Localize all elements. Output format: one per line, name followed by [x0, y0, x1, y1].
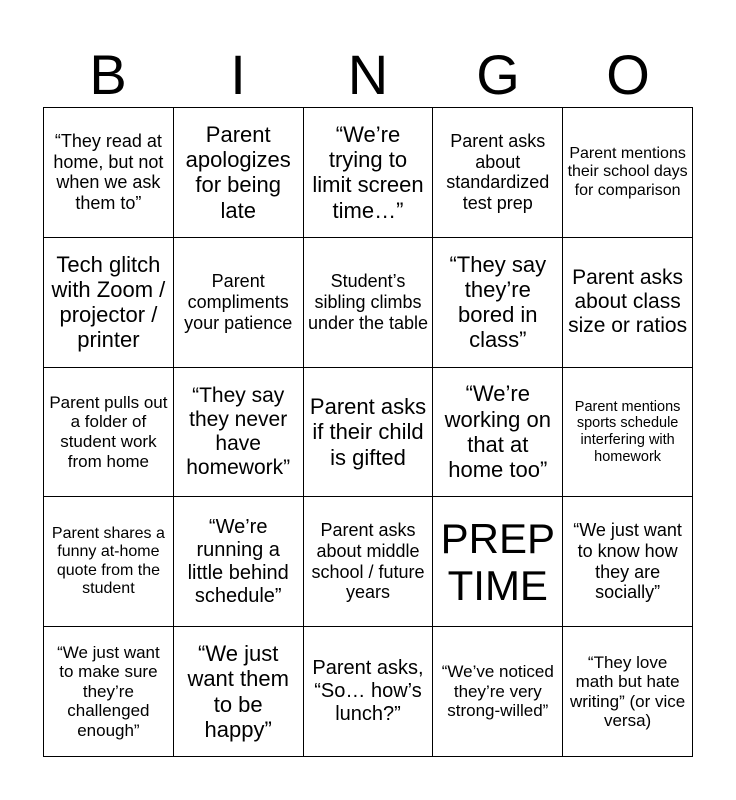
bingo-cell[interactable]: [174, 497, 304, 627]
bingo-cell[interactable]: [433, 368, 563, 498]
cell-text: Parent asks about standardized test prep: [446, 131, 550, 214]
cell-text: Parent mentions their school days for comparison: [567, 144, 688, 199]
bingo-cell[interactable]: [44, 238, 174, 368]
cell-text: “They say they’re bored in class”: [449, 251, 547, 353]
bingo-board: [43, 107, 693, 757]
bingo-cell[interactable]: [174, 238, 304, 368]
cell-text: Parent asks about middle school / future years: [311, 520, 425, 603]
header-letter-n: N: [347, 43, 389, 106]
bingo-cell[interactable]: [174, 108, 304, 238]
cell-text: Tech glitch with Zoom / projector / printer: [51, 251, 166, 353]
free-space-text: PREP TIME: [440, 514, 555, 609]
bingo-cell[interactable]: [44, 627, 174, 757]
bingo-cell[interactable]: [174, 368, 304, 498]
bingo-cell[interactable]: [44, 497, 174, 627]
cell-text: “We just want to make sure they’re challenged enough”: [57, 642, 160, 740]
bingo-cell[interactable]: [563, 238, 693, 368]
header-letter-g: G: [476, 43, 520, 106]
header-letter-o: O: [606, 43, 650, 106]
cell-text: “We just want them to be happy”: [187, 641, 289, 742]
cell-text: Parent asks if their child is gifted: [309, 394, 427, 470]
bingo-header: [43, 44, 693, 106]
bingo-cell[interactable]: [563, 627, 693, 757]
bingo-cell[interactable]: [304, 238, 434, 368]
cell-text: Parent compliments your patience: [184, 271, 293, 333]
bingo-cell[interactable]: [304, 368, 434, 498]
cell-text: “They say they never have homework”: [186, 383, 291, 480]
bingo-cell[interactable]: [44, 368, 174, 498]
bingo-cell[interactable]: [563, 497, 693, 627]
header-letter-b: B: [89, 43, 127, 106]
cell-text: Parent apologizes for being late: [185, 121, 291, 223]
cell-text: Parent shares a funny at-home quote from the student: [51, 525, 165, 598]
bingo-cell[interactable]: [174, 627, 304, 757]
bingo-cell[interactable]: [304, 108, 434, 238]
cell-text: “They read at home, but not when we ask them to”: [53, 131, 164, 214]
cell-text: Parent asks, “So… how’s lunch?”: [312, 657, 424, 726]
bingo-cell[interactable]: [304, 627, 434, 757]
cell-text: Parent pulls out a folder of student work from home: [49, 392, 168, 471]
cell-text: Parent asks about class size or ratios: [568, 265, 688, 338]
bingo-cell[interactable]: [563, 108, 693, 238]
cell-text: “We’re trying to limit screen time…”: [312, 121, 424, 223]
header-letter-i: I: [230, 43, 246, 106]
cell-text: “We’re working on that at home too”: [444, 381, 551, 483]
bingo-cell[interactable]: [433, 627, 563, 757]
cell-text: “We’re running a little behind schedule”: [187, 515, 289, 607]
cell-text: “We’ve noticed they’re very strong-willed”: [441, 662, 554, 721]
bingo-cell[interactable]: [433, 497, 563, 627]
cell-text: Student’s sibling climbs under the table: [307, 271, 429, 333]
bingo-cell[interactable]: [433, 238, 563, 368]
bingo-cell[interactable]: [44, 108, 174, 238]
bingo-cell[interactable]: [433, 108, 563, 238]
bingo-cell[interactable]: [304, 497, 434, 627]
cell-text: “They love math but hate writing” (or vice versa): [569, 652, 686, 731]
bingo-cell[interactable]: [563, 368, 693, 498]
cell-text: Parent mentions sports schedule interfering with homework: [574, 398, 681, 465]
cell-text: “We just want to know how they are socially”: [573, 520, 682, 603]
